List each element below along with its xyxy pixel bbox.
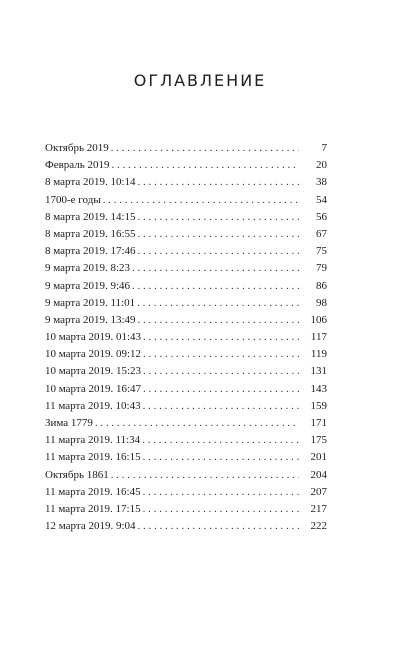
toc-dot-leader bbox=[137, 295, 299, 312]
toc-entry bbox=[45, 432, 327, 449]
toc-dot-leader bbox=[138, 518, 299, 535]
toc-dot-leader bbox=[142, 432, 299, 449]
toc-dot-leader bbox=[95, 415, 299, 432]
table-of-contents bbox=[45, 140, 327, 535]
toc-entry bbox=[45, 174, 327, 191]
toc-dot-leader bbox=[111, 467, 299, 484]
toc-entry-page: 20 bbox=[316, 159, 327, 172]
toc-entry-page: 75 bbox=[316, 245, 327, 258]
toc-dot-leader bbox=[138, 226, 299, 243]
toc-entry-page: 175 bbox=[310, 434, 327, 447]
toc-entry bbox=[45, 501, 327, 518]
toc-entry-page: 171 bbox=[310, 417, 327, 429]
toc-entry-label: Октябрь 1861 bbox=[45, 468, 109, 481]
toc-entry-label: Октябрь 2019 bbox=[45, 142, 109, 154]
toc-entry bbox=[45, 209, 327, 226]
toc-entry bbox=[45, 140, 327, 157]
toc-entry bbox=[45, 381, 327, 398]
toc-entry bbox=[45, 192, 327, 209]
toc-entry-page: 67 bbox=[316, 227, 327, 240]
toc-entry-page: 79 bbox=[316, 262, 327, 275]
toc-entry bbox=[45, 518, 327, 535]
toc-entry bbox=[45, 415, 327, 432]
toc-entry bbox=[45, 329, 327, 346]
toc-entry bbox=[45, 467, 327, 484]
toc-entry-page: 119 bbox=[310, 348, 327, 361]
toc-entry-label: 10 марта 2019. 16:47 bbox=[45, 382, 142, 395]
toc-entry bbox=[45, 260, 327, 277]
toc-entry-label: 8 марта 2019. 17:46 bbox=[45, 245, 136, 258]
toc-entry-page: 106 bbox=[310, 313, 327, 326]
toc-entry-label: 11 марта 2019. 16:15 bbox=[45, 451, 141, 464]
toc-entry-page: 217 bbox=[310, 502, 327, 515]
toc-dot-leader bbox=[112, 157, 299, 174]
toc-dot-leader bbox=[143, 398, 299, 415]
toc-entry bbox=[45, 484, 327, 501]
toc-entry-page: 131 bbox=[310, 365, 327, 378]
toc-entry-label: 11 марта 2019. 17:15 bbox=[45, 502, 141, 515]
toc-dot-leader bbox=[143, 363, 299, 380]
toc-dot-leader bbox=[138, 174, 299, 191]
toc-entry-label: 11 марта 2019. 10:43 bbox=[45, 399, 141, 412]
toc-dot-leader bbox=[143, 329, 299, 346]
toc-entry bbox=[45, 346, 327, 363]
toc-entry bbox=[45, 449, 327, 466]
page-title: ОГЛАВЛЕНИЕ bbox=[133, 71, 267, 90]
toc-entry-page: 38 bbox=[316, 176, 327, 189]
toc-dot-leader bbox=[111, 140, 299, 157]
toc-entry-label: 8 марта 2019. 14:15 bbox=[45, 210, 136, 223]
toc-entry-page: 117 bbox=[310, 331, 327, 344]
toc-entry-page: 204 bbox=[310, 468, 327, 481]
toc-entry-page: 54 bbox=[316, 193, 327, 206]
toc-entry-page: 207 bbox=[310, 485, 327, 498]
toc-entry-label: 12 марта 2019. 9:04 bbox=[45, 520, 136, 533]
toc-dot-leader bbox=[138, 209, 299, 226]
toc-entry bbox=[45, 295, 327, 312]
toc-entry-label: 9 марта 2019. 8:23 bbox=[45, 262, 131, 275]
toc-dot-leader bbox=[132, 260, 299, 277]
toc-entry-page: 222 bbox=[310, 520, 327, 533]
toc-dot-leader bbox=[132, 278, 299, 295]
toc-entry-page: 56 bbox=[316, 210, 327, 223]
toc-entry bbox=[45, 398, 327, 415]
toc-entry-label: 9 марта 2019. 13:49 bbox=[45, 313, 136, 326]
toc-dot-leader bbox=[138, 243, 299, 260]
toc-entry-label: Февраль 2019 bbox=[45, 159, 110, 172]
toc-entry-label: Зима 1779 bbox=[45, 417, 93, 429]
toc-entry-page: 201 bbox=[310, 451, 327, 464]
toc-entry-label: 8 марта 2019. 10:14 bbox=[45, 176, 136, 189]
toc-entry-label: 9 марта 2019. 11:01 bbox=[45, 296, 136, 309]
toc-entry bbox=[45, 243, 327, 260]
toc-entry-label: 10 марта 2019. 15:23 bbox=[45, 365, 142, 378]
toc-entry-page: 159 bbox=[310, 399, 327, 412]
toc-dot-leader bbox=[103, 192, 299, 209]
toc-entry-label: 8 марта 2019. 16:55 bbox=[45, 227, 136, 240]
toc-entry bbox=[45, 363, 327, 380]
toc-dot-leader bbox=[143, 501, 299, 518]
toc-dot-leader bbox=[143, 346, 299, 363]
toc-entry bbox=[45, 226, 327, 243]
toc-entry-label: 10 марта 2019. 01:43 bbox=[45, 331, 142, 344]
toc-dot-leader bbox=[138, 312, 299, 329]
toc-dot-leader bbox=[143, 484, 299, 501]
toc-entry-page: 98 bbox=[316, 296, 327, 309]
toc-dot-leader bbox=[143, 449, 299, 466]
toc-entry bbox=[45, 157, 327, 174]
toc-dot-leader bbox=[143, 381, 299, 398]
toc-entry-label: 9 марта 2019. 9:46 bbox=[45, 279, 131, 292]
toc-entry bbox=[45, 278, 327, 295]
toc-entry-label: 11 марта 2019. 11:34 bbox=[45, 434, 141, 447]
toc-entry-label: 10 марта 2019. 09:12 bbox=[45, 348, 142, 361]
toc-entry-page: 86 bbox=[316, 279, 327, 292]
toc-entry-page: 7 bbox=[321, 142, 327, 154]
toc-entry bbox=[45, 312, 327, 329]
toc-entry-page: 143 bbox=[310, 382, 327, 395]
toc-entry-label: 11 марта 2019. 16:45 bbox=[45, 485, 141, 498]
toc-entry-label: 1700-е годы bbox=[45, 193, 101, 206]
